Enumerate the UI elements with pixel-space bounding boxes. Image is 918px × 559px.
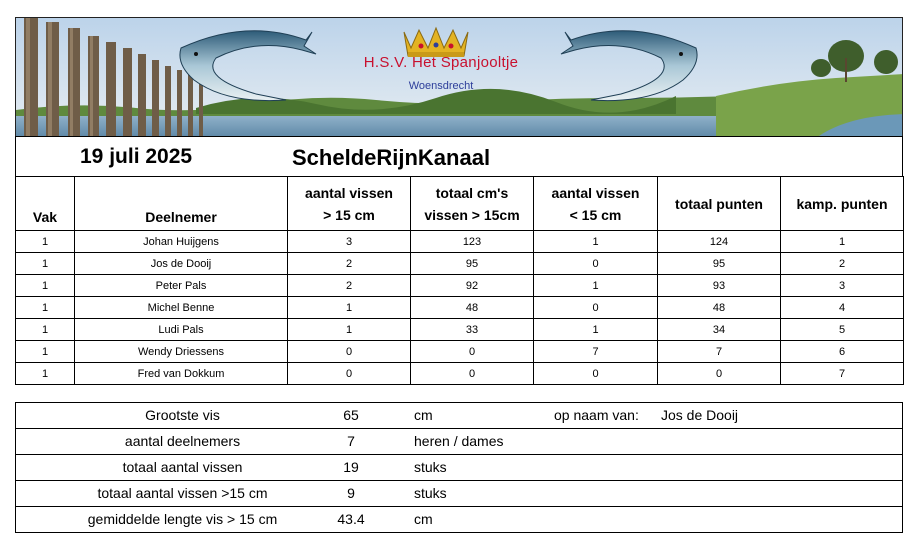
cell-naam: Michel Benne xyxy=(75,297,288,319)
summary-label: gemiddelde lengte vis > 15 cm xyxy=(87,511,278,527)
col-kamp-punten: kamp. punten xyxy=(781,177,904,231)
cell-punten: 48 xyxy=(658,297,781,319)
summary-unit: cm xyxy=(414,407,433,423)
cell-gt15: 2 xyxy=(288,275,411,297)
summary-table xyxy=(15,402,903,533)
cell-vak: 1 xyxy=(16,275,75,297)
summary-value: 7 xyxy=(347,433,355,449)
table-row xyxy=(16,275,904,297)
table-header-row xyxy=(16,177,904,231)
cell-cm: 33 xyxy=(411,319,534,341)
table-row xyxy=(16,253,904,275)
cell-gt15: 0 xyxy=(288,363,411,385)
table-row xyxy=(16,297,904,319)
table-row xyxy=(16,319,904,341)
col-aantal-gt15-line2: > 15 cm xyxy=(323,206,375,223)
cell-punten: 95 xyxy=(658,253,781,275)
summary-row-gemiddelde-lengte xyxy=(16,507,902,533)
table-row xyxy=(16,341,904,363)
cell-vak: 1 xyxy=(16,341,75,363)
cell-lt15: 0 xyxy=(534,363,658,385)
cell-punten: 93 xyxy=(658,275,781,297)
summary-label: Grootste vis xyxy=(145,407,220,423)
col-deelnemer: Deelnemer xyxy=(75,177,288,231)
cell-gt15: 2 xyxy=(288,253,411,275)
cell-lt15: 0 xyxy=(534,253,658,275)
col-vak: Vak xyxy=(16,177,75,231)
summary-row-deelnemers xyxy=(16,429,902,455)
cell-punten: 124 xyxy=(658,231,781,253)
cell-kamp: 3 xyxy=(781,275,904,297)
cell-lt15: 0 xyxy=(534,297,658,319)
col-aantal-lt15 xyxy=(534,177,658,231)
cell-cm: 95 xyxy=(411,253,534,275)
cell-cm: 0 xyxy=(411,363,534,385)
cell-cm: 48 xyxy=(411,297,534,319)
cell-naam: Peter Pals xyxy=(75,275,288,297)
col-totaal-cm-line1: totaal cm's xyxy=(435,184,509,201)
table-row xyxy=(16,363,904,385)
summary-row-grootste-vis xyxy=(16,403,902,429)
cell-kamp: 2 xyxy=(781,253,904,275)
cell-naam: Fred van Dokkum xyxy=(75,363,288,385)
cell-kamp: 6 xyxy=(781,341,904,363)
cell-naam: Wendy Driessens xyxy=(75,341,288,363)
cell-vak: 1 xyxy=(16,297,75,319)
col-aantal-gt15-line1: aantal vissen xyxy=(305,184,393,201)
cell-punten: 0 xyxy=(658,363,781,385)
summary-by-label: op naam van: xyxy=(554,407,639,423)
cell-lt15: 1 xyxy=(534,231,658,253)
cell-lt15: 1 xyxy=(534,319,658,341)
summary-value: 9 xyxy=(347,485,355,501)
match-venue: ScheldeRijnKanaal xyxy=(292,145,491,170)
banner-illustration xyxy=(16,18,903,137)
cell-vak: 1 xyxy=(16,231,75,253)
cell-naam: Jos de Dooij xyxy=(75,253,288,275)
cell-vak: 1 xyxy=(16,319,75,341)
summary-label: aantal deelnemers xyxy=(124,433,241,449)
cell-punten: 7 xyxy=(658,341,781,363)
summary-unit: stuks xyxy=(414,485,447,501)
match-date: 19 juli 2025 xyxy=(80,145,193,168)
cell-kamp: 1 xyxy=(781,231,904,253)
col-totaal-cm xyxy=(411,177,534,231)
summary-row-vissen-gt15 xyxy=(16,481,902,507)
cell-vak: 1 xyxy=(16,363,75,385)
col-aantal-lt15-line2: < 15 cm xyxy=(569,206,622,223)
cell-gt15: 3 xyxy=(288,231,411,253)
cell-lt15: 1 xyxy=(534,275,658,297)
club-location: Woensdrecht xyxy=(408,80,474,92)
cell-kamp: 5 xyxy=(781,319,904,341)
summary-unit: cm xyxy=(414,511,433,527)
col-totaal-punten: totaal punten xyxy=(658,177,781,231)
cell-gt15: 1 xyxy=(288,297,411,319)
cell-gt15: 0 xyxy=(288,341,411,363)
summary-by-name: Jos de Dooij xyxy=(661,407,739,423)
results-section xyxy=(15,136,903,385)
cell-cm: 123 xyxy=(411,231,534,253)
summary-value: 43.4 xyxy=(337,511,365,527)
results-table xyxy=(15,176,904,385)
cell-naam: Johan Huijgens xyxy=(75,231,288,253)
summary-value: 19 xyxy=(343,459,359,475)
cell-gt15: 1 xyxy=(288,319,411,341)
cell-punten: 34 xyxy=(658,319,781,341)
club-banner xyxy=(15,17,903,137)
title-bar xyxy=(15,136,903,176)
cell-cm: 0 xyxy=(411,341,534,363)
col-aantal-gt15 xyxy=(288,177,411,231)
cell-vak: 1 xyxy=(16,253,75,275)
summary-value: 65 xyxy=(343,407,359,423)
cell-lt15: 7 xyxy=(534,341,658,363)
cell-naam: Ludi Pals xyxy=(75,319,288,341)
summary-row-totaal-vissen xyxy=(16,455,902,481)
table-row xyxy=(16,231,904,253)
summary-unit: stuks xyxy=(414,459,447,475)
summary-label: totaal aantal vissen >15 cm xyxy=(97,485,268,501)
col-aantal-lt15-line1: aantal vissen xyxy=(551,184,640,201)
cell-kamp: 7 xyxy=(781,363,904,385)
summary-unit: heren / dames xyxy=(414,433,504,449)
club-name: H.S.V. Het Spanjooltje xyxy=(363,54,519,71)
col-totaal-cm-line2: vissen > 15cm xyxy=(424,206,520,223)
summary-label: totaal aantal vissen xyxy=(122,459,243,475)
cell-kamp: 4 xyxy=(781,297,904,319)
cell-cm: 92 xyxy=(411,275,534,297)
